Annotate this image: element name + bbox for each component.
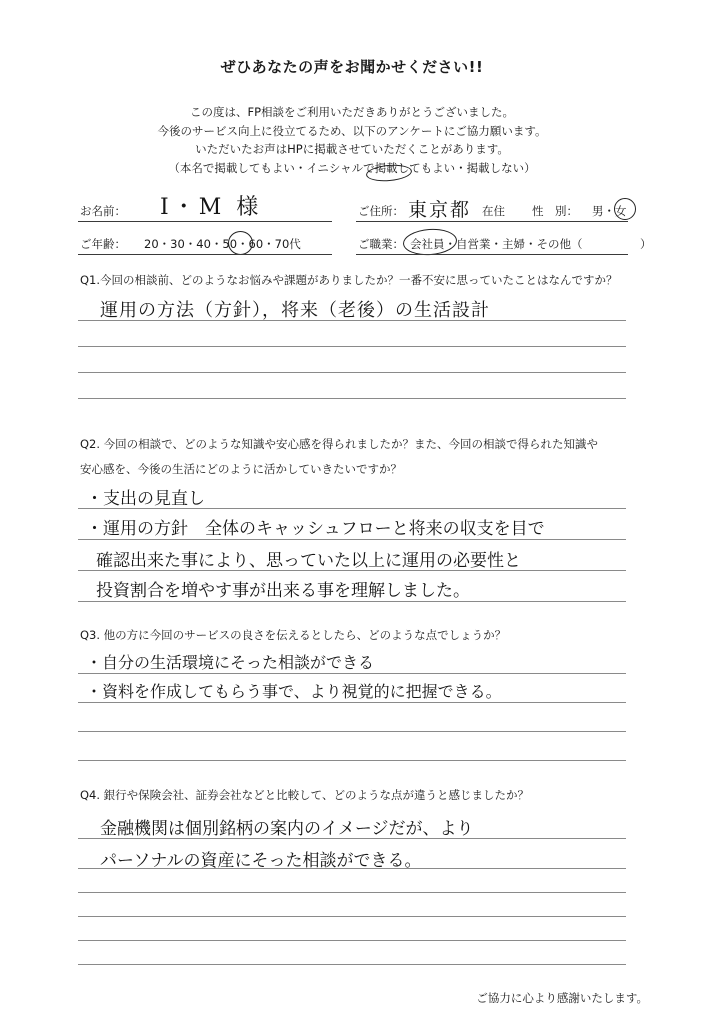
answer-line: [78, 940, 626, 941]
name-label: お名前：: [80, 204, 126, 218]
address-suffix: 在住: [482, 204, 505, 218]
address-label: ご住所：: [358, 204, 404, 218]
answer-line: [78, 539, 626, 540]
answer-2-line: ・運用の方針 全体のキャッシュフローと将来の収支を目で: [86, 519, 545, 539]
gender-options: 男・女: [592, 204, 627, 218]
job-choice-circle: [402, 227, 458, 257]
answer-line: [78, 838, 626, 839]
job-options: 会社員・自営業・主婦・その他（ ）: [410, 237, 652, 251]
answer-line: [78, 916, 626, 917]
answer-2-line: 投資割合を増やす事が出来る事を理解しました。: [96, 581, 470, 601]
answer-line: [78, 398, 626, 399]
answer-3-line: ・自分の生活環境にそった相談ができる: [86, 653, 375, 672]
answer-line: [78, 601, 626, 602]
answer-1-line: 運用の方法（方針），将来（老後）の生活設計: [100, 300, 490, 321]
job-underline: [356, 254, 628, 255]
age-underline: [78, 254, 332, 255]
answer-line: [78, 346, 626, 347]
question-2: Q2. 今回の相談で、どのような知識や安心感を得られましたか？また、今回の相談で得られた知識や: [80, 437, 598, 451]
question-3: Q3. 他の方に今回のサービスの良さを伝えるとしたら、どのような点でしょうか？: [80, 628, 507, 642]
answer-line: [78, 508, 626, 509]
answer-4-line: パーソナルの資産にそった相談ができる。: [100, 851, 422, 871]
answer-line: [78, 760, 626, 761]
answer-4-line: 金融機関は個別銘柄の案内のイメージだが、より: [100, 819, 474, 839]
name-value: I・M 様: [160, 195, 263, 220]
answer-2-line: 確認出来た事により、思っていた以上に運用の必要性と: [96, 551, 521, 571]
gender-choice-circle: [614, 198, 636, 220]
address-value: 東京都: [408, 199, 472, 221]
question-1: Q1.今回の相談前、どのようなお悩みや課題がありましたか？一番不安に思っていたことはなんですか？: [80, 273, 618, 287]
name-underline: [78, 221, 332, 222]
answer-line: [78, 372, 626, 373]
answer-line: [78, 964, 626, 965]
age-choice-circle: [228, 231, 253, 255]
footer-thanks: ご協力に心より感謝いたします。: [476, 991, 648, 1005]
answer-line: [78, 570, 626, 571]
age-options: 20・30・40・50・60・70代: [144, 237, 301, 251]
intro-line: 今後のサービス向上に役立てるため、以下のアンケートにご協力願います。: [157, 123, 547, 138]
intro-line: この度は、FP相談をご利用いただきありがとうございました。: [189, 105, 515, 119]
publication-consent-line: （本名で掲載してもよい・イニシャルで掲載してもよい・掲載しない）: [168, 160, 536, 175]
survey-title: ぜひあなたの声をお聞かせください!!: [220, 58, 484, 76]
answer-line: [78, 892, 626, 893]
answer-line: [78, 673, 626, 674]
answer-line: [78, 868, 626, 869]
intro-line: いただいたお声はHPに掲載させていただくことがあります。: [195, 142, 509, 156]
gender-label: 性 別：: [532, 204, 578, 218]
question-4: Q4. 銀行や保険会社、証券会社などと比較して、どのような点が違うと感じましたか？: [80, 788, 529, 802]
age-label: ご年齢：: [80, 237, 126, 251]
answer-2-line: ・支出の見直し: [86, 489, 205, 509]
job-label: ご職業：: [358, 237, 404, 251]
answer-3-line: ・資料を作成してもらう事で、より視覚的に把握できる。: [86, 682, 502, 701]
question-2-continued: 安心感を、今後の生活にどのように活かしていきたいですか？: [80, 462, 402, 476]
answer-line: [78, 320, 626, 321]
address-underline: [356, 221, 628, 222]
answer-line: [78, 731, 626, 732]
answer-line: [78, 702, 626, 703]
intro-text: [0, 103, 704, 177]
